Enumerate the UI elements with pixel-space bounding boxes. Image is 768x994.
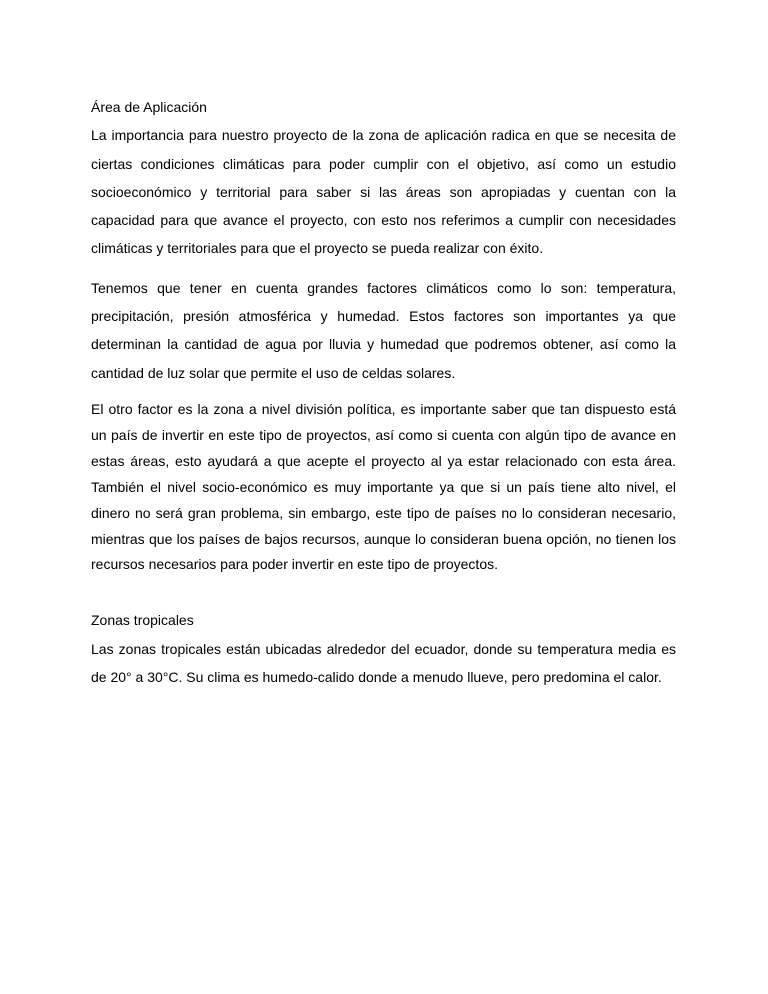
paragraph-importancia-zona-aplicacion: La importancia para nuestro proyecto de la zona de aplicación radica en que se necesita de ciertas condiciones climáticas para poder cumplir con el objetivo, así como un estudio socioeconómico y territorial para saber si las áreas son apropiadas y cuentan con la capacidad para que avance el proyecto, con esto nos referimos a cumplir con necesidades climáticas y territoriales para que el proyecto se pueda realizar con éxito. xyxy=(91,127,676,257)
section-heading-area-de-aplicacion: Área de Aplicación xyxy=(91,99,207,115)
section-heading-zonas-tropicales: Zonas tropicales xyxy=(91,612,194,629)
paragraph-factores-climaticos: Tenemos que tener en cuenta grandes factores climáticos como lo son: temperatura, precipitación, presión atmosférica y humedad. Estos factores son importantes ya que determinan la cantidad de agua por lluvia y humedad que podremos obtener, así como la cantidad de luz solar que permite el uso de celdas solares. xyxy=(91,279,676,381)
paragraph-division-politica: El otro factor es la zona a nivel división política, es importante saber que tan dispuesto está un país de invertir en este tipo de proyectos, así como si cuenta con algún tipo de avance en estas áreas, esto ayudará a que acepte el proyecto al ya estar relacionado con esta área. También el nivel socio-económico es muy importante ya que si un país tiene alto nivel, el dinero no será gran problema, sin embargo, este tipo de países no lo consideran necesario, mientras que los países de bajos recursos, aunque lo consideran buena opción, no tienen los recursos necesarios para poder invertir en este tipo de proyectos. xyxy=(91,400,676,573)
paragraph-zonas-tropicales: Las zonas tropicales están ubicadas alrededor del ecuador, donde su temperatura media es de 20° a 30°C. Su clima es humedo-calido donde a menudo llueve, pero predomina el calor. xyxy=(91,640,676,685)
